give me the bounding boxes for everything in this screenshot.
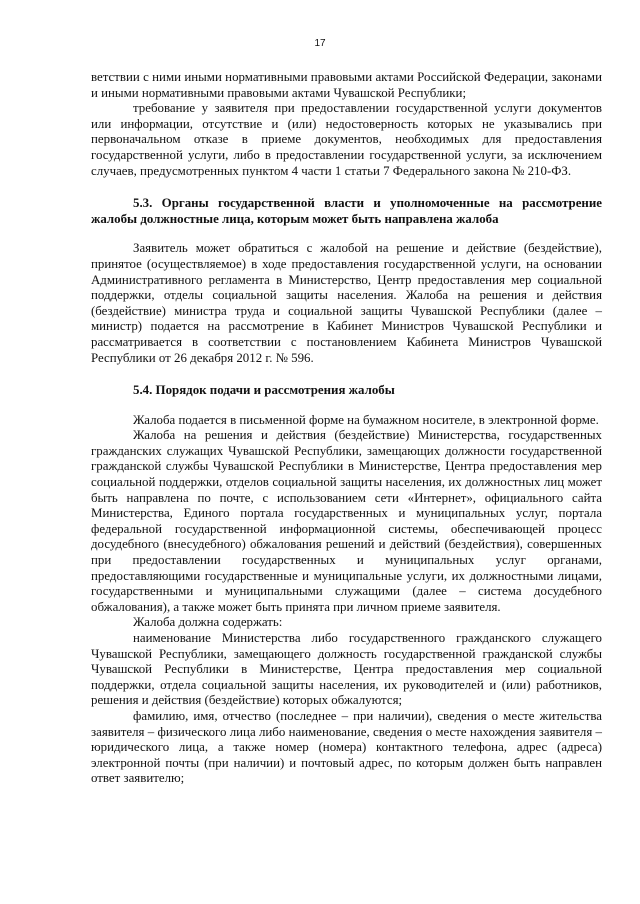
paragraph: требование у заявителя при предоставлении государственной услуги документов или информации, отсутствие и (или) недостоверность которых не указывались при первоначальном отказе в приеме документов, необходимых для предоставления государственной услуги, либо в предоставлении государственной услуги, за исключением случаев, предусмотренных пунктом 4 части 1 статьи 7 Федерального закона № 210-ФЗ. xyxy=(91,101,602,178)
paragraph: Жалоба должна содержать: xyxy=(133,615,283,630)
section-heading-5-3: 5.3. Органы государственной власти и уполномоченные на рассмотрение жалобы должностные лица, которым может быть направлена жалоба xyxy=(91,196,602,226)
paragraph: наименование Министерства либо государственного гражданского служащего Чувашской Республики, замещающего должность государственной гражданской службы Чувашской Республики в Министерстве, Центра предоставления мер социальной поддержки, отдела социальной защиты населения, их руководителей и (или) работников, решения и действия (бездействие) которых обжалуются; xyxy=(91,631,602,708)
paragraph: фамилию, имя, отчество (последнее – при наличии), сведения о месте жительства заявителя – физического лица либо наименование, сведения о месте нахождения заявителя – юридического лица, а также номер (номера) контактного телефона, адрес (адреса) электронной почты (при наличии) и почтовый адрес, по которым должен быть направлен ответ заявителю; xyxy=(91,708,602,786)
paragraph: Заявитель может обратиться с жалобой на решение и действие (бездействие), принятое (осуществляемое) в ходе предоставления государственной услуги, на основании Административного регламента в Министерство, Центр предоставления мер социальной поддержки, отделы социальной защиты населения. Жалоба на решения и действия (бездействие) министра труда и социальной защиты Чувашской Республики (далее – министр) подается на рассмотрение в Кабинет Министров Чувашской Республики и рассматривается в соответствии с постановлением Кабинета Министров Чувашской Республики от 26 декабря 2012 г. № 596. xyxy=(91,241,602,365)
paragraph-continued: ветствии с ними иными нормативными правовыми актами Российской Федерации, законами и иными нормативными правовыми актами Чувашской Республики; xyxy=(91,70,602,100)
paragraph: Жалоба на решения и действия (бездействие) Министерства, государственных гражданских служащих Чувашской Республики, замещающих должности государственной гражданской службы Чувашской Республики в Министерстве, Центра предоставления мер социальной поддержки, отделов социальной защиты населения, их должностных лиц может быть направлена по почте, с использованием сети «Интернет», официального сайта Министерства, Единого портала государственных и муниципальных услуг, портала федеральной государственной информационной системы, обеспечивающей процесс досудебного (внесудебного) обжалования решений и действий (бездействия), совершенных при предоставлении государственных и муниципальных услуг органами, предоставляющими государственные и муниципальные услуги, их должностными лицами, государственными и муниципальными служащими (далее – система досудебного обжалования), а также может быть принята при личном приеме заявителя. xyxy=(91,428,602,614)
section-heading-5-4: 5.4. Порядок подачи и рассмотрения жалобы xyxy=(133,383,395,398)
page-number: 17 xyxy=(314,38,326,49)
paragraph: Жалоба подается в письменной форме на бумажном носителе, в электронной форме. xyxy=(133,412,599,427)
document-body xyxy=(91,70,602,787)
